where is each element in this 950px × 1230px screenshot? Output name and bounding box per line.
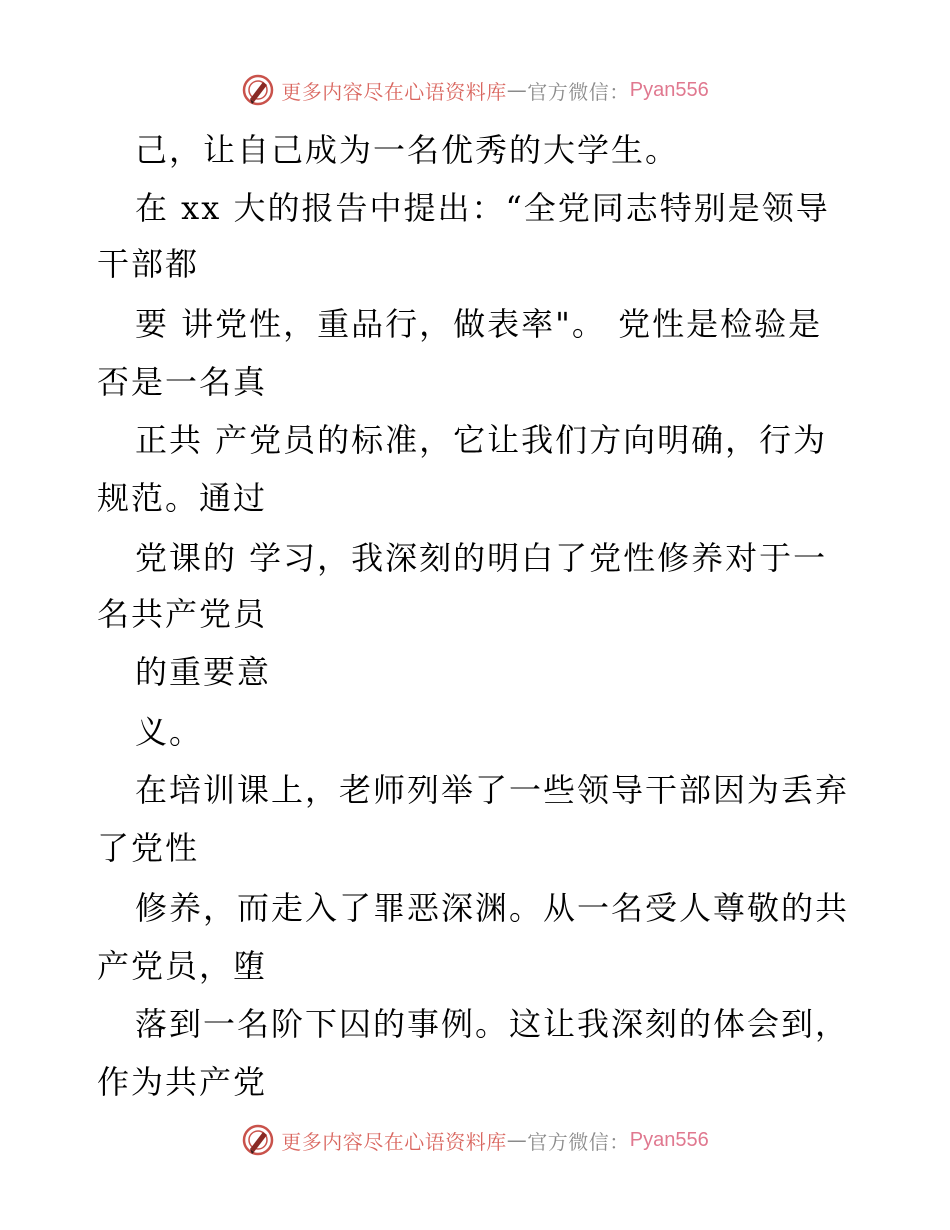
text-line: 产党员，堕	[97, 947, 268, 985]
text-line: 否是一名真	[97, 363, 268, 401]
text-line: 正共 产党员的标准，它让我们方向明确，行为	[135, 421, 828, 459]
footer-dash: —	[506, 1128, 528, 1152]
footer-site-name: 更多内容尽在心语资料库	[281, 1129, 507, 1154]
text-line: 己，让自己成为一名优秀的大学生。	[135, 131, 680, 169]
text-line: 规范。通过	[97, 479, 268, 517]
text-line: 在培训课上，老师列举了一些领导干部因为丢弃	[135, 771, 850, 809]
header-watermark-banner	[0, 68, 950, 112]
header-watermark	[241, 73, 708, 107]
pen-logo-icon	[241, 73, 275, 107]
text-line: 修养，而走入了罪恶深渊。从一名受人尊敬的共	[135, 889, 850, 927]
text-line: 干部都	[97, 245, 200, 283]
text-line: 义。	[135, 713, 204, 751]
header-dash: —	[506, 78, 528, 102]
footer-watermark-banner	[0, 1118, 950, 1162]
text-line: 要 讲党性，重品行，做表率"。 党性是检验是	[135, 305, 823, 343]
text-line: 作为共产党	[97, 1063, 268, 1101]
header-site-name: 更多内容尽在心语资料库	[281, 79, 507, 104]
header-wechat-label: 官方微信：	[527, 79, 630, 104]
footer-wechat-label: 官方微信：	[527, 1129, 630, 1154]
text-line: 落到一名阶下囚的事例。这让我深刻的体会到，	[135, 1005, 850, 1043]
text-line: 党课的 学习，我深刻的明白了党性修养对于一	[135, 539, 828, 577]
footer-wechat-id: Pyan556	[629, 1128, 709, 1151]
text-line: 的重要意	[135, 653, 272, 691]
text-line: 名共产党员	[97, 595, 268, 633]
pen-logo-icon	[241, 1123, 275, 1157]
text-line: 了党性	[97, 829, 200, 867]
header-wechat-id: Pyan556	[629, 78, 709, 101]
text-line: 在 xx 大的报告中提出：“全党同志特别是领导	[135, 189, 830, 227]
footer-watermark	[241, 1123, 708, 1157]
